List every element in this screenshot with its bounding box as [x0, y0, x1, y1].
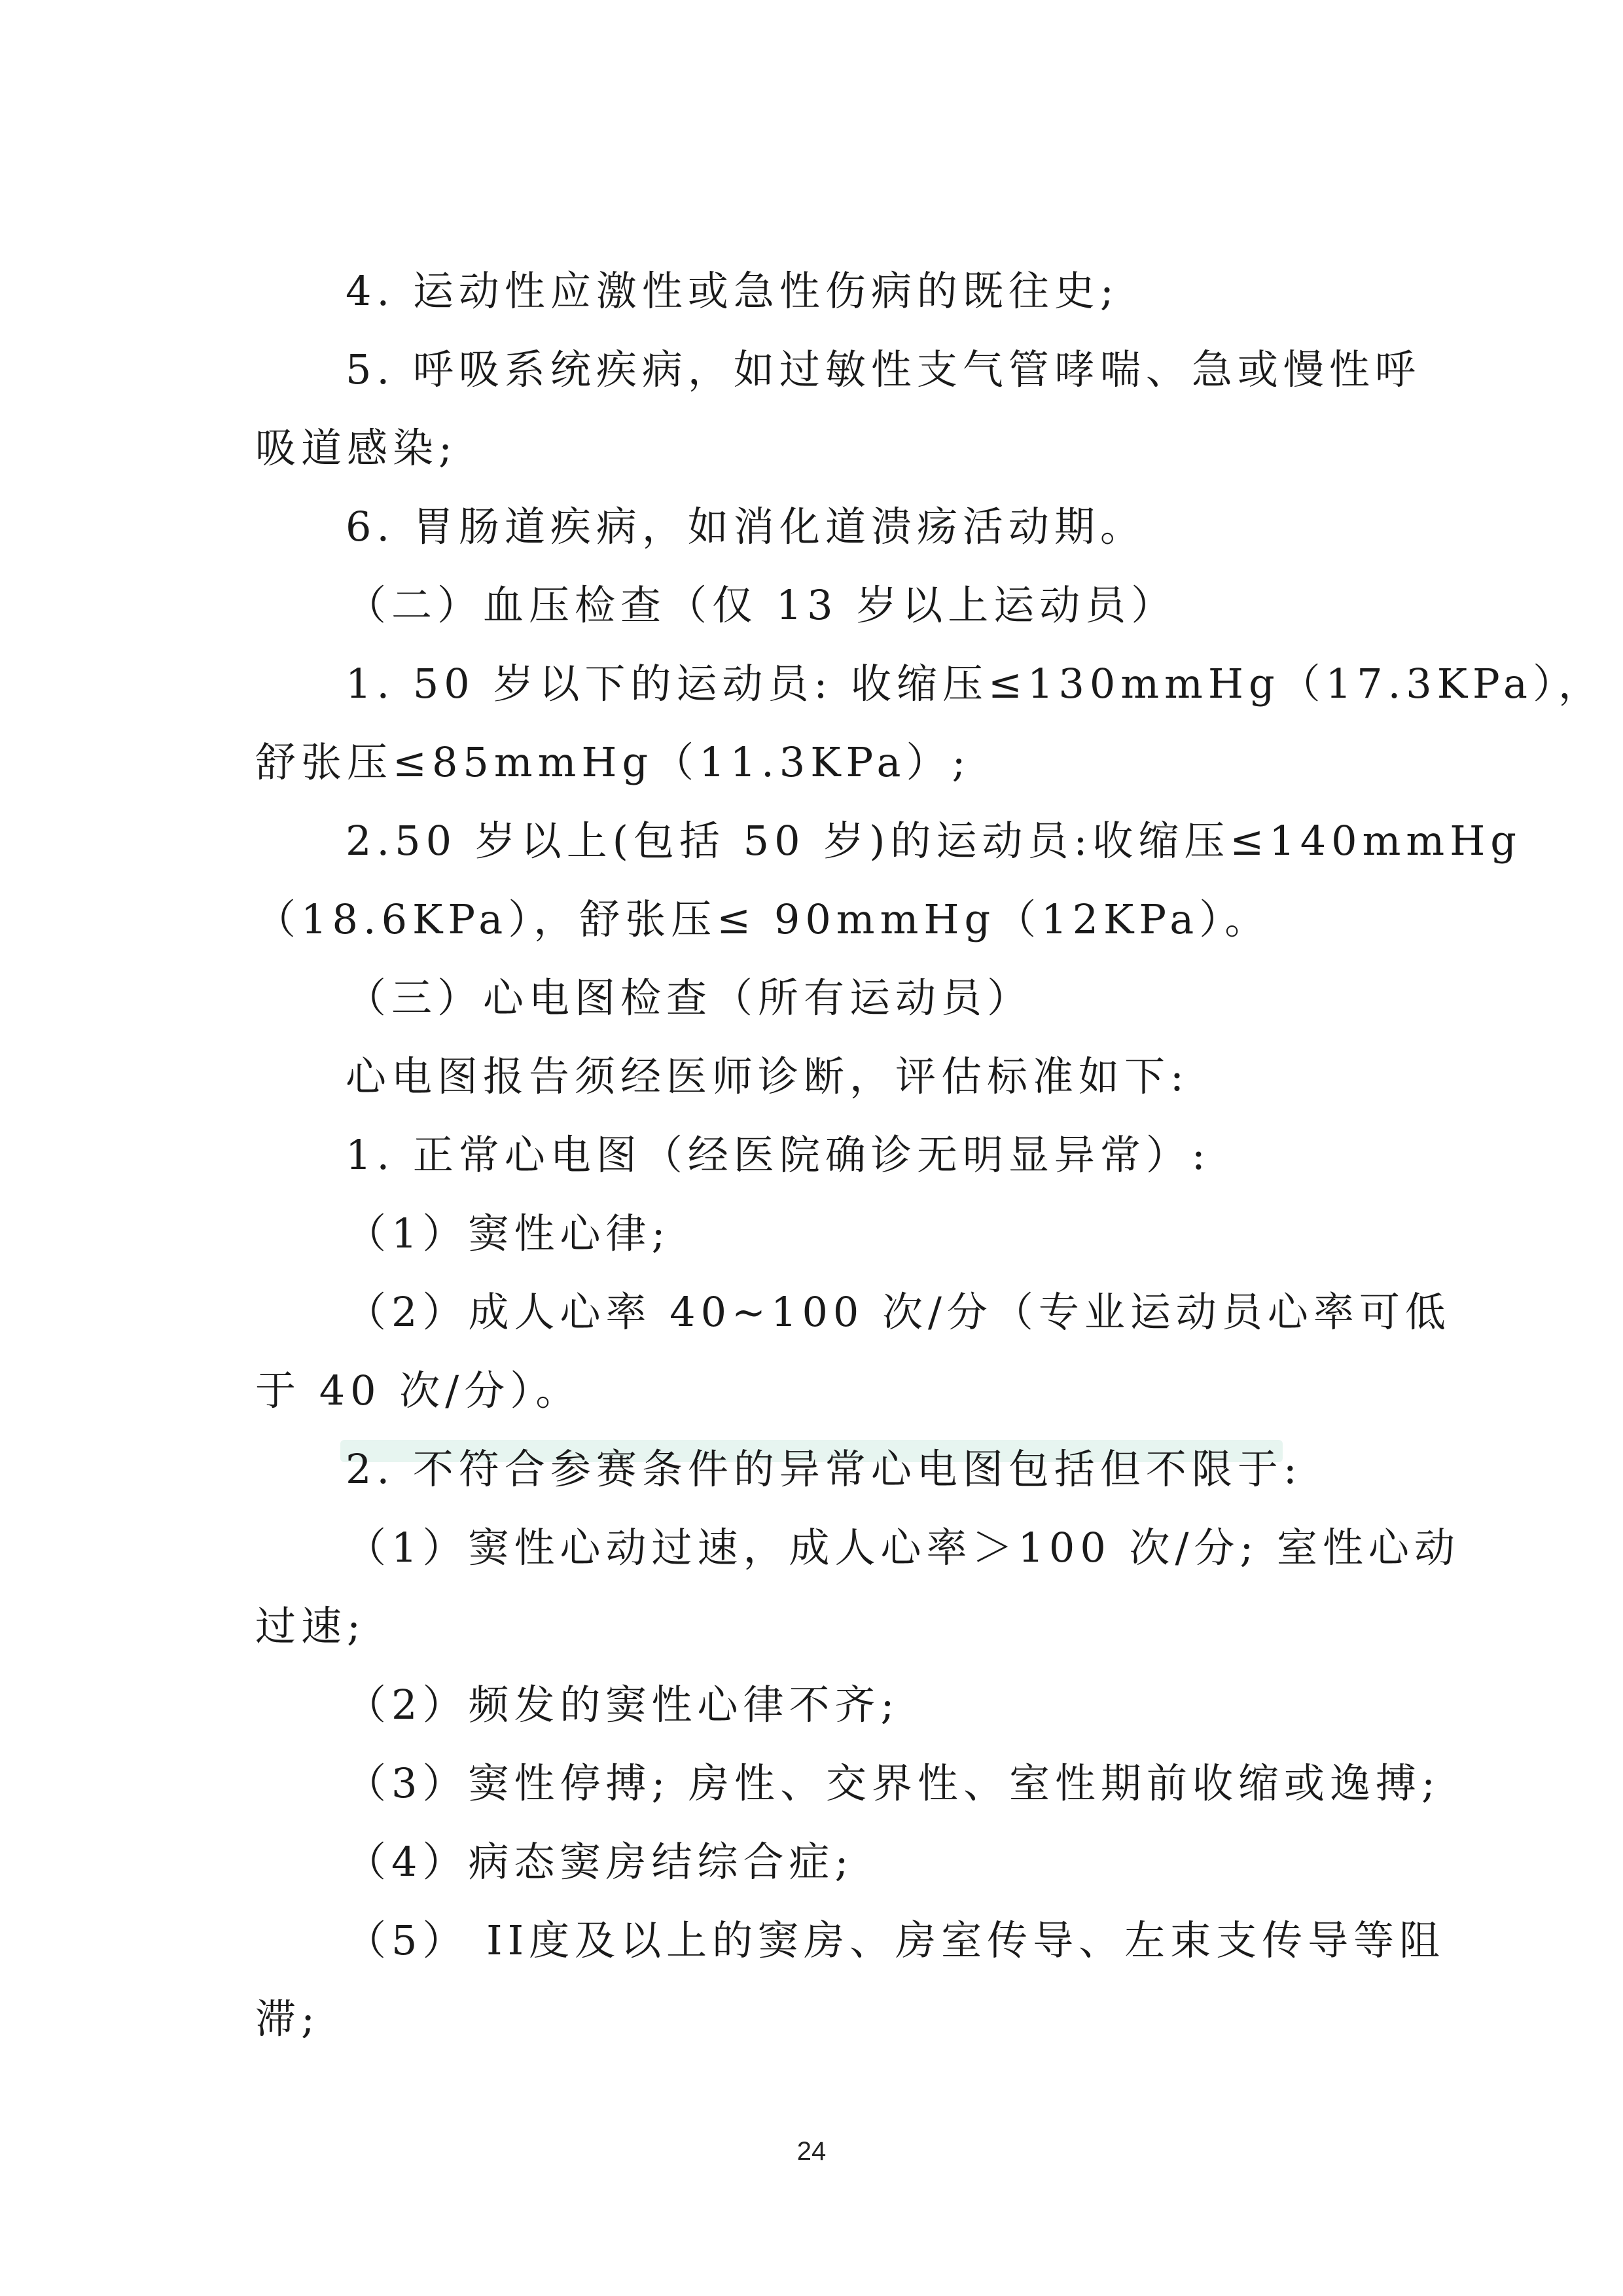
section-heading: （二）血压检查（仅 13 岁以上运动员） — [346, 581, 1177, 629]
text-line: 2.50 岁以上(包括 50 岁)的运动员:收缩压≤140mmHg — [346, 817, 1522, 865]
text-line: 过速; — [255, 1602, 366, 1650]
page-number: 24 — [796, 2137, 827, 2166]
text-line: 滞; — [255, 1995, 320, 2043]
section-heading: （三）心电图检查（所有运动员） — [346, 974, 1033, 1022]
text-line: 于 40 次/分）。 — [255, 1367, 582, 1414]
text-line: （2）成人心率 40~100 次/分（专业运动员心率可低 — [346, 1288, 1451, 1336]
text-line: 5. 呼吸系统疾病，如过敏性支气管哮喘、急或慢性呼 — [346, 346, 1421, 393]
text-line: （2）频发的窦性心律不齐; — [346, 1681, 900, 1729]
text-line: 1. 50 岁以下的运动员: 收缩压≤130mmHg（17.3KPa）， — [346, 660, 1604, 708]
text-line: （3）窦性停搏; 房性、交界性、室性期前收缩或逸搏; — [346, 1759, 1440, 1807]
text-line: 1. 正常心电图（经医院确诊无明显异常）: — [346, 1131, 1211, 1179]
text-line: 4. 运动性应激性或急性伤病的既往史; — [346, 267, 1119, 315]
text-line: （18.6KPa），舒张压≤ 90mmHg（12KPa）。 — [255, 895, 1271, 943]
text-line: （1）窦性心动过速，成人心率＞100 次/分; 室性心动 — [346, 1524, 1460, 1571]
text-line: 6. 胃肠道疾病，如消化道溃疡活动期。 — [346, 503, 1146, 550]
text-line: （5） II度及以上的窦房、房室传导、左束支传导等阻 — [346, 1916, 1446, 1964]
text-line: （1）窦性心律; — [346, 1210, 671, 1257]
text-line: 吸道感染; — [255, 424, 457, 472]
text-line: 2. 不符合参赛条件的异常心电图包括但不限于: — [346, 1445, 1302, 1493]
text-line: （4）病态窦房结综合症; — [346, 1838, 854, 1886]
text-line: 舒张压≤85mmHg（11.3KPa）; — [255, 738, 971, 786]
text-line: 心电图报告须经医师诊断，评估标准如下: — [346, 1052, 1189, 1100]
